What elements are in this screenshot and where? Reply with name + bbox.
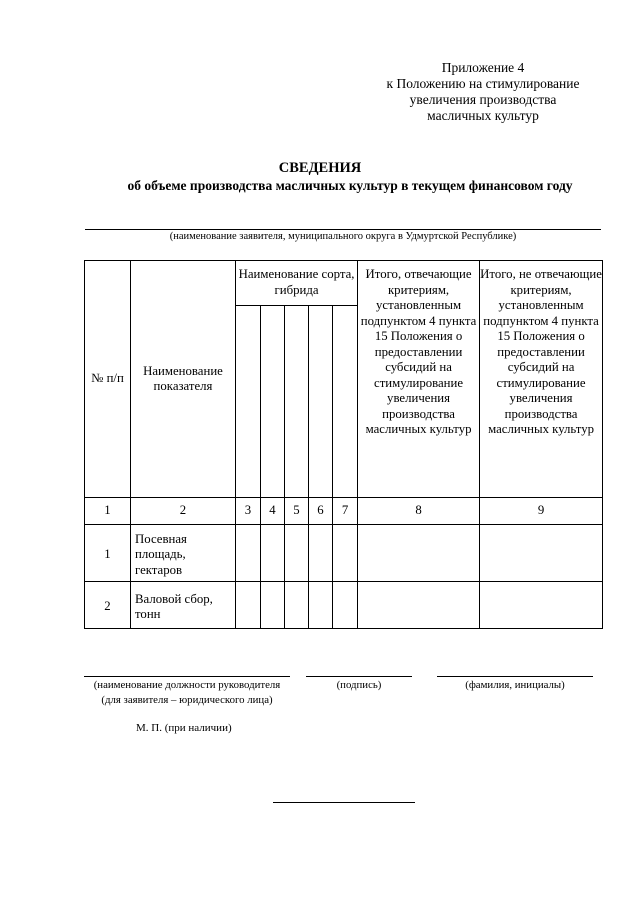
column-number-row xyxy=(85,498,603,525)
variety-subcolumn xyxy=(285,306,309,498)
column-number: 7 xyxy=(333,498,358,525)
applicant-name-line xyxy=(85,229,601,230)
position-caption-line-1: (наименование должности руководителя xyxy=(93,679,281,691)
position-caption-line-2: (для заявителя – юридического лица) xyxy=(101,694,273,706)
data-cell[interactable] xyxy=(333,582,358,629)
data-cell[interactable] xyxy=(480,525,603,582)
data-cell[interactable] xyxy=(480,582,603,629)
appendix-line-1: Приложение 4 xyxy=(441,60,525,75)
row-number: 1 xyxy=(85,525,131,582)
column-number: 2 xyxy=(131,498,236,525)
header-total-meets: Итого, отвечающие критериям, установленным подпунктом 4 пункта 15 Положения о предоставлении субсидий на стимулирование увеличения производства масличных культур xyxy=(358,261,480,498)
data-cell[interactable] xyxy=(261,525,285,582)
column-number: 1 xyxy=(85,498,131,525)
data-cell[interactable] xyxy=(236,525,261,582)
applicant-caption: (наименование заявителя, муниципального округа в Удмуртской Республике) xyxy=(169,231,517,242)
bottom-separator-line xyxy=(273,802,415,803)
variety-subcolumn xyxy=(236,306,261,498)
data-cell[interactable] xyxy=(261,582,285,629)
column-number: 6 xyxy=(309,498,333,525)
signature-line xyxy=(306,676,412,677)
column-number: 3 xyxy=(236,498,261,525)
stamp-placeholder: М. П. (при наличии) xyxy=(136,722,232,734)
data-cell[interactable] xyxy=(333,525,358,582)
position-caption xyxy=(80,678,294,708)
name-caption: (фамилия, инициалы) xyxy=(465,679,565,691)
header-num: № п/п xyxy=(85,261,131,498)
row-label: Посевная площадь, гектаров xyxy=(131,525,236,582)
row-number: 2 xyxy=(85,582,131,629)
data-cell[interactable] xyxy=(358,525,480,582)
data-cell[interactable] xyxy=(309,582,333,629)
column-number: 9 xyxy=(480,498,603,525)
document-subtitle: об объеме производства масличных культур в текущем финансовом году xyxy=(127,178,573,193)
data-cell[interactable] xyxy=(309,525,333,582)
variety-subcolumn xyxy=(261,306,285,498)
report-table xyxy=(84,260,603,629)
table-row xyxy=(85,525,603,582)
header-indicator: Наименование показателя xyxy=(131,261,236,498)
table-row xyxy=(85,582,603,629)
row-label: Валовой сбор, тонн xyxy=(131,582,236,629)
data-cell[interactable] xyxy=(285,525,309,582)
appendix-reference xyxy=(368,60,598,124)
signature-caption: (подпись) xyxy=(336,679,382,691)
document-title: СВЕДЕНИЯ xyxy=(278,160,362,176)
header-total-not-meets: Итого, не отвечающие критериям, установленным подпунктом 4 пункта 15 Положения о предоставлении субсидий на стимулирование увеличения производства масличных культур xyxy=(480,261,603,498)
variety-subcolumn xyxy=(309,306,333,498)
header-variety: Наименование сорта, гибрида xyxy=(236,261,358,306)
column-number: 5 xyxy=(285,498,309,525)
position-signature-line xyxy=(84,676,290,677)
data-cell[interactable] xyxy=(285,582,309,629)
variety-subcolumn xyxy=(333,306,358,498)
appendix-line-2: к Положению на стимулирование xyxy=(386,76,580,91)
data-cell[interactable] xyxy=(358,582,480,629)
data-cell[interactable] xyxy=(236,582,261,629)
appendix-line-4: масличных культур xyxy=(427,108,539,123)
column-number: 4 xyxy=(261,498,285,525)
appendix-line-3: увеличения производства xyxy=(409,92,557,107)
name-signature-line xyxy=(437,676,593,677)
column-number: 8 xyxy=(358,498,480,525)
